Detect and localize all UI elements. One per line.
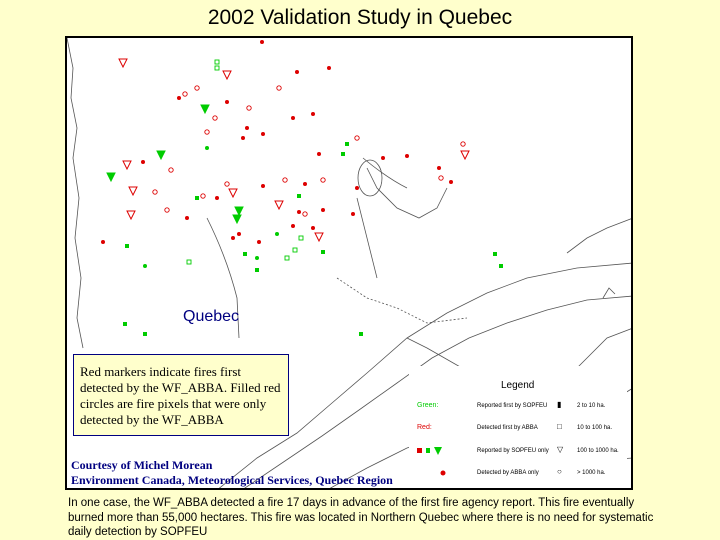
fire-marker: [195, 196, 199, 200]
fire-marker: [277, 86, 281, 90]
fire-marker: [493, 252, 497, 256]
fire-marker: [231, 236, 235, 240]
fire-marker: [297, 210, 301, 214]
fire-marker: [355, 186, 359, 190]
fire-marker: [297, 194, 301, 198]
fire-marker: [439, 176, 443, 180]
legend-size-3: 100 to 1000 ha.: [577, 448, 619, 454]
fire-marker: [215, 66, 219, 70]
fire-marker: [225, 100, 229, 104]
fire-marker: [295, 70, 299, 74]
fire-marker: [127, 211, 135, 219]
fire-marker: [123, 161, 131, 169]
fire-marker: [257, 240, 261, 244]
fire-marker: [157, 151, 165, 159]
fire-marker: [177, 96, 181, 100]
fire-marker: [215, 60, 219, 64]
fire-marker: [187, 260, 191, 264]
fire-marker: [205, 146, 209, 150]
fire-marker: [303, 182, 307, 186]
legend-red-dot: [439, 469, 447, 477]
fire-marker: [321, 208, 325, 212]
fire-marker: [359, 332, 363, 336]
fire-marker: [165, 208, 169, 212]
fire-marker: [255, 268, 259, 272]
fire-marker: [260, 40, 264, 44]
fire-marker: [107, 173, 115, 181]
page-title: 2002 Validation Study in Quebec: [207, 6, 513, 29]
fire-marker: [169, 168, 173, 172]
legend-symbol-4: ○: [557, 467, 562, 476]
legend-symbol-3: ▽: [557, 445, 564, 454]
fire-marker: [261, 184, 265, 188]
fire-marker: [213, 116, 217, 120]
fire-marker: [321, 178, 325, 182]
fire-marker: [261, 132, 265, 136]
fire-marker: [183, 92, 187, 96]
fire-marker: [215, 196, 219, 200]
footer-caption: In one case, the WF_ABBA detected a fire 17 days in advance of the first fire agency report. This fire eventually burned more than 55,000 hectares. This fire was located in Northern Quebec where there is no need for systematic daily detection by SOPFEU: [68, 497, 654, 538]
fire-marker: [205, 130, 209, 134]
fire-marker: [229, 189, 237, 197]
fire-marker: [119, 59, 127, 67]
fire-marker: [153, 190, 157, 194]
region-label: Quebec: [183, 308, 240, 325]
fire-marker: [123, 322, 127, 326]
fire-marker: [283, 178, 287, 182]
legend-size-4: > 1000 ha.: [577, 470, 606, 476]
fire-marker: [141, 160, 145, 164]
fire-marker: [355, 136, 359, 140]
fire-marker: [185, 216, 189, 220]
fire-marker: [233, 215, 241, 223]
fire-marker: [293, 248, 297, 252]
credit-line2: Environment Canada, Meteorological Services, Quebec Region: [71, 473, 393, 487]
fire-marker: [285, 256, 289, 260]
fire-marker: [317, 152, 321, 156]
fire-marker: [275, 232, 279, 236]
fire-marker: [223, 71, 231, 79]
fire-marker: [291, 116, 295, 120]
fire-marker: [243, 252, 247, 256]
fire-marker: [499, 264, 503, 268]
fire-marker: [201, 105, 209, 113]
fire-marker: [225, 182, 229, 186]
fire-marker: [461, 151, 469, 159]
fire-map: [65, 36, 633, 490]
legend-marker-sample: [417, 446, 457, 456]
fire-marker: [321, 250, 325, 254]
legend-color-red: Red:: [417, 424, 432, 431]
fire-marker: [449, 180, 453, 184]
fire-marker: [245, 126, 249, 130]
legend-desc-2: Detected first by ABBA: [477, 425, 538, 431]
fire-marker: [299, 236, 303, 240]
legend-symbol-2: □: [557, 422, 562, 431]
fire-marker: [201, 194, 205, 198]
legend-desc-4: Detected by ABBA only: [477, 470, 539, 476]
fire-marker: [101, 240, 105, 244]
fire-marker: [255, 256, 259, 260]
fire-marker: [327, 66, 331, 70]
fire-marker: [381, 156, 385, 160]
fire-marker: [405, 154, 409, 158]
fire-marker: [315, 233, 323, 241]
fire-marker: [275, 201, 283, 209]
fire-marker: [143, 332, 147, 336]
fire-marker: [461, 142, 465, 146]
fire-marker: [241, 136, 245, 140]
credit-line1: Courtesy of Michel Morean: [71, 458, 213, 472]
fire-marker: [437, 166, 441, 170]
legend-size-2: 10 to 100 ha.: [577, 425, 613, 431]
fire-marker: [351, 212, 355, 216]
map-legend: [409, 366, 627, 484]
fire-marker: [341, 152, 345, 156]
fire-marker: [247, 106, 251, 110]
fire-marker: [143, 264, 147, 268]
fire-marker: [291, 224, 295, 228]
fire-marker: [125, 244, 129, 248]
fire-marker: [195, 86, 199, 90]
fire-marker: [235, 207, 243, 215]
legend-desc-1: Reported first by SOPFEU: [477, 403, 548, 409]
legend-size-1: 2 to 10 ha.: [577, 403, 606, 409]
fire-marker: [311, 226, 315, 230]
legend-desc-3: Reported by SOPFEU only: [477, 448, 549, 454]
legend-symbol-1: ▮: [557, 400, 562, 409]
fire-marker: [303, 212, 307, 216]
map-credit: [71, 458, 393, 488]
legend-color-green: Green:: [417, 402, 439, 409]
legend-title: Legend: [501, 380, 535, 391]
fire-marker: [237, 232, 241, 236]
fire-marker: [311, 112, 315, 116]
map-note: Red markers indicate fires first detected by the WF_ABBA. Filled red circles are fire pixels that were only detected by the WF_ABBA: [73, 354, 289, 436]
fire-marker: [129, 187, 137, 195]
fire-marker: [345, 142, 349, 146]
